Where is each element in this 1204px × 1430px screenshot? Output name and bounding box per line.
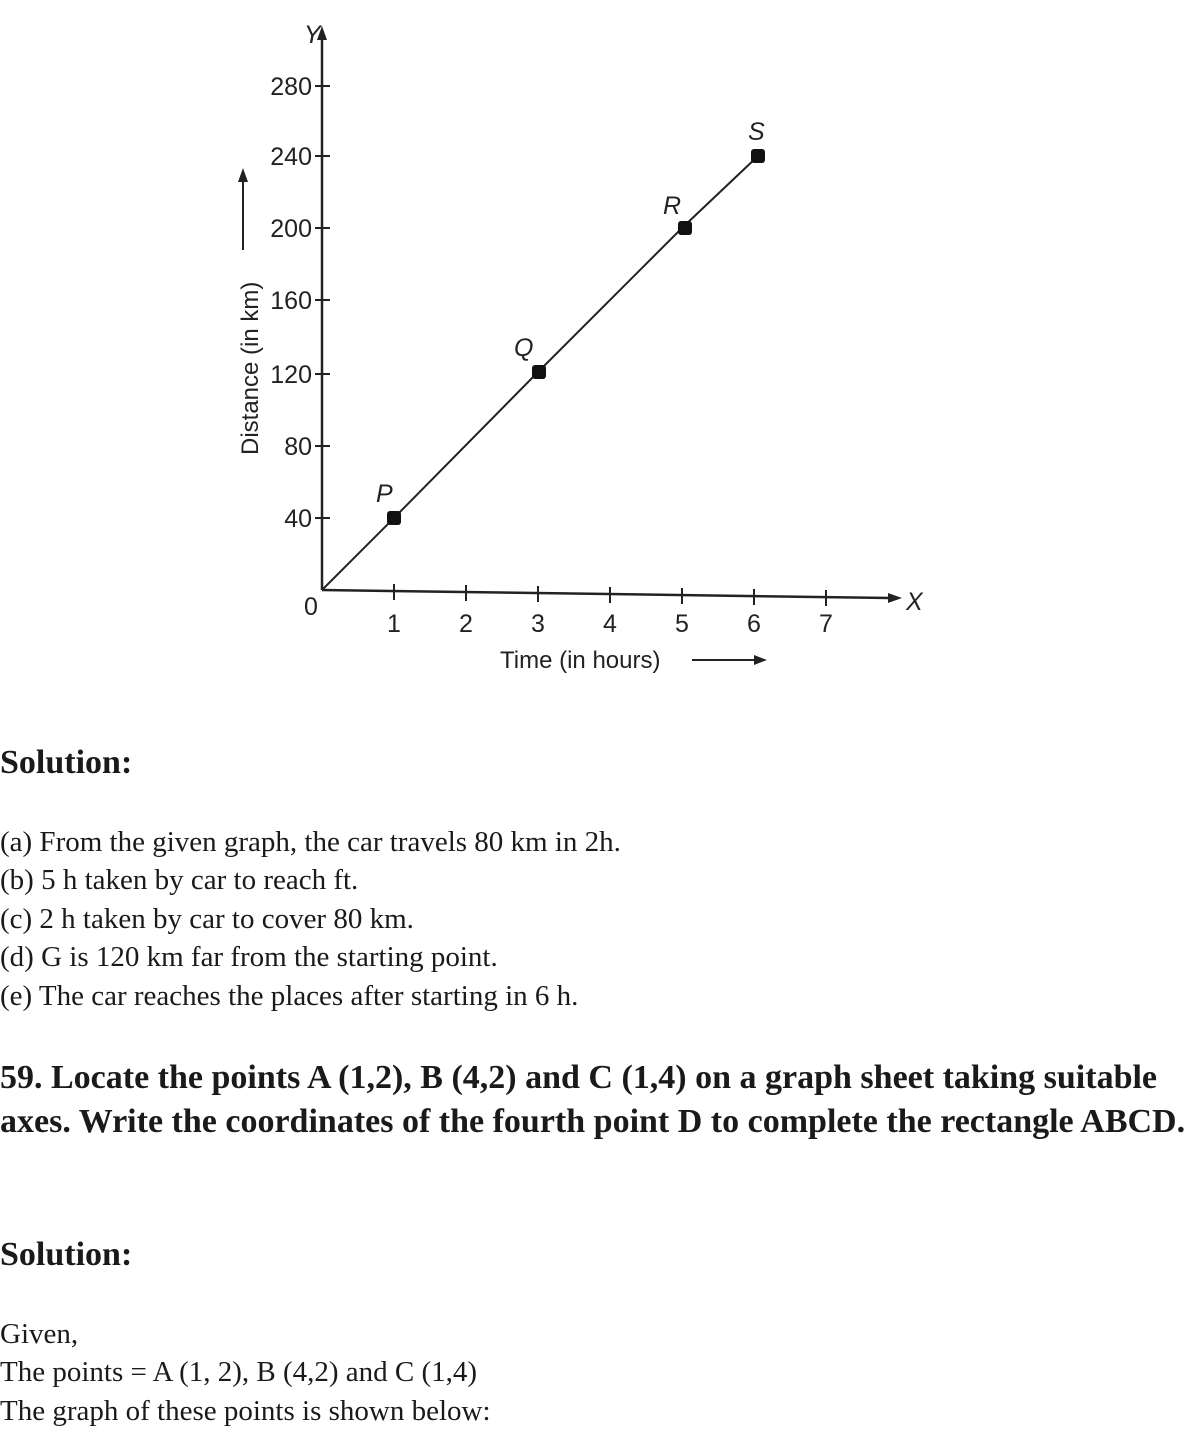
solution2-line-given: Given, xyxy=(0,1318,79,1350)
svg-text:200: 200 xyxy=(270,215,312,243)
svg-text:5: 5 xyxy=(675,610,689,638)
y-axis-title: Distance (in km) xyxy=(237,281,264,455)
svg-text:S: S xyxy=(748,118,765,146)
svg-text:120: 120 xyxy=(270,361,312,389)
x-axis-arrow-icon xyxy=(888,593,902,603)
x-axis-title: Time (in hours) xyxy=(500,647,661,674)
svg-text:7: 7 xyxy=(819,610,833,638)
solution-heading-2: Solution: xyxy=(0,1236,133,1273)
svg-text:2: 2 xyxy=(459,610,473,638)
origin-label: 0 xyxy=(304,593,318,621)
point-labels xyxy=(376,118,765,508)
y-title-arrow-icon xyxy=(238,168,248,182)
solution-line-a: (a) From the given graph, the car travels 80 km in 2h. xyxy=(0,826,621,858)
distance-time-graph xyxy=(0,0,1204,700)
svg-text:P: P xyxy=(376,480,393,508)
svg-text:160: 160 xyxy=(270,287,312,315)
x-axis-letter: X xyxy=(906,588,923,616)
x-title-arrow-icon xyxy=(754,655,767,665)
question-59: 59. Locate the points A (1,2), B (4,2) and C (1,4) on a graph sheet taking suitable axes. Write the coordinates of the fourth point D to complete the rectangle ABCD. xyxy=(0,1059,1186,1140)
solution-line-e: (e) The car reaches the places after starting in 6 h. xyxy=(0,980,579,1012)
solution2-line-points: The points = A (1, 2), B (4,2) and C (1,4) xyxy=(0,1356,478,1388)
svg-text:4: 4 xyxy=(603,610,617,638)
svg-text:240: 240 xyxy=(270,143,312,171)
solution-line-b: (b) 5 h taken by car to reach ft. xyxy=(0,864,359,896)
x-tick-labels xyxy=(387,610,833,638)
x-axis xyxy=(322,590,890,598)
svg-text:80: 80 xyxy=(284,433,312,461)
svg-text:3: 3 xyxy=(531,610,545,638)
solution-heading: Solution: xyxy=(0,744,133,781)
solution-line-d: (d) G is 120 km far from the starting point. xyxy=(0,941,498,973)
solution2-line-graph: The graph of these points is shown below: xyxy=(0,1395,491,1427)
solution-line-c: (c) 2 h taken by car to cover 80 km. xyxy=(0,903,414,935)
svg-text:280: 280 xyxy=(270,73,312,101)
svg-text:R: R xyxy=(663,192,682,220)
svg-text:40: 40 xyxy=(284,505,312,533)
svg-text:1: 1 xyxy=(387,610,401,638)
y-axis-letter: Y xyxy=(304,21,321,49)
svg-text:6: 6 xyxy=(747,610,761,638)
svg-text:Q: Q xyxy=(514,334,534,362)
y-tick-labels xyxy=(270,73,312,533)
